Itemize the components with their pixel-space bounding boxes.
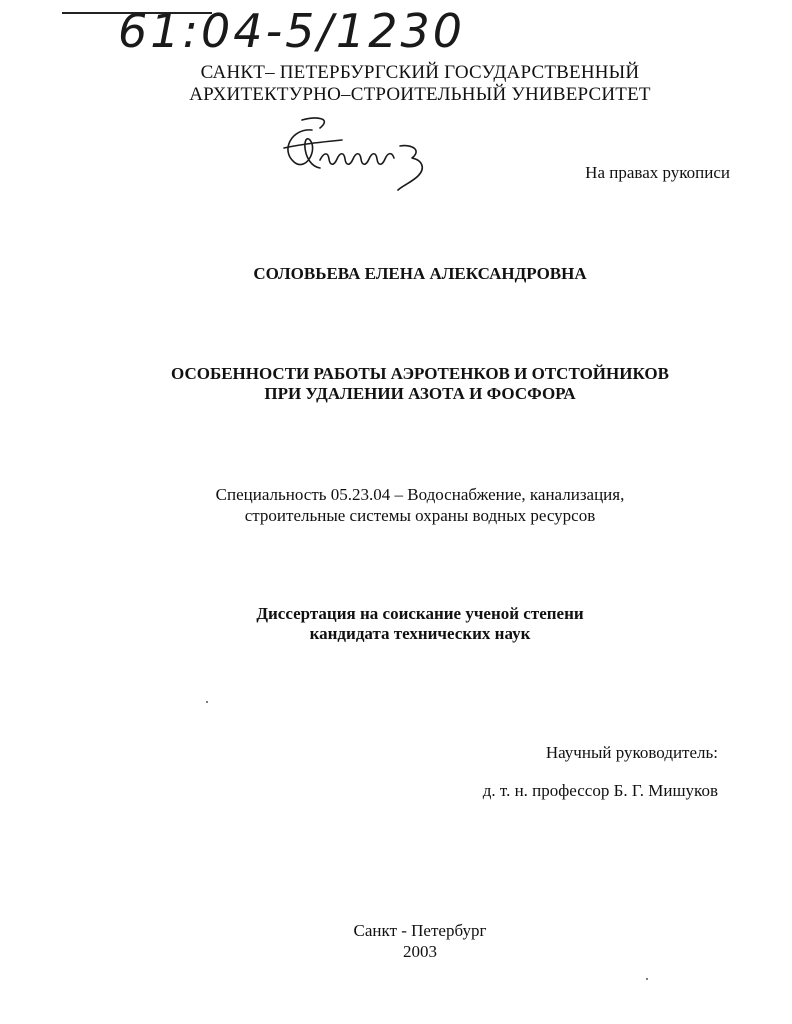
degree-line-2: кандидата технических наук	[309, 624, 531, 643]
degree-line-1: Диссертация на соискание ученой степени	[256, 604, 584, 623]
city: Санкт - Петербург	[353, 921, 487, 940]
place-and-year	[270, 920, 570, 962]
title-line-2: ПРИ УДАЛЕНИИ АЗОТА И ФОСФОРА	[264, 384, 576, 403]
signature-icon	[272, 110, 442, 200]
advisor-name: д. т. н. профессор Б. Г. Мишуков	[482, 781, 718, 800]
dissertation-title	[100, 364, 740, 404]
scan-speck	[206, 701, 208, 703]
university-line-1: САНКТ– ПЕТЕРБУРГСКИЙ ГОСУДАРСТВЕННЫЙ	[200, 62, 640, 83]
advisor-label: Научный руководитель:	[545, 743, 718, 762]
specialty-line-1: Специальность 05.23.04 – Водоснабжение, канализация,	[215, 485, 625, 504]
year: 2003	[403, 942, 437, 961]
manuscript-rights: На правах рукописи	[585, 163, 730, 182]
archive-number: 61:04-5/1230	[118, 4, 465, 58]
scan-speck	[646, 978, 648, 980]
university-name	[120, 62, 720, 106]
specialty-line-2: строительные системы охраны водных ресурсов	[244, 506, 596, 525]
degree-statement	[120, 604, 720, 644]
title-line-1: ОСОБЕННОСТИ РАБОТЫ АЭРОТЕНКОВ И ОТСТОЙНИКОВ	[171, 364, 669, 383]
university-line-2: АРХИТЕКТУРНО–СТРОИТЕЛЬНЫЙ УНИВЕРСИТЕТ	[189, 84, 651, 105]
author-name: СОЛОВЬЕВА ЕЛЕНА АЛЕКСАНДРОВНА	[253, 264, 587, 283]
specialty	[120, 484, 720, 526]
